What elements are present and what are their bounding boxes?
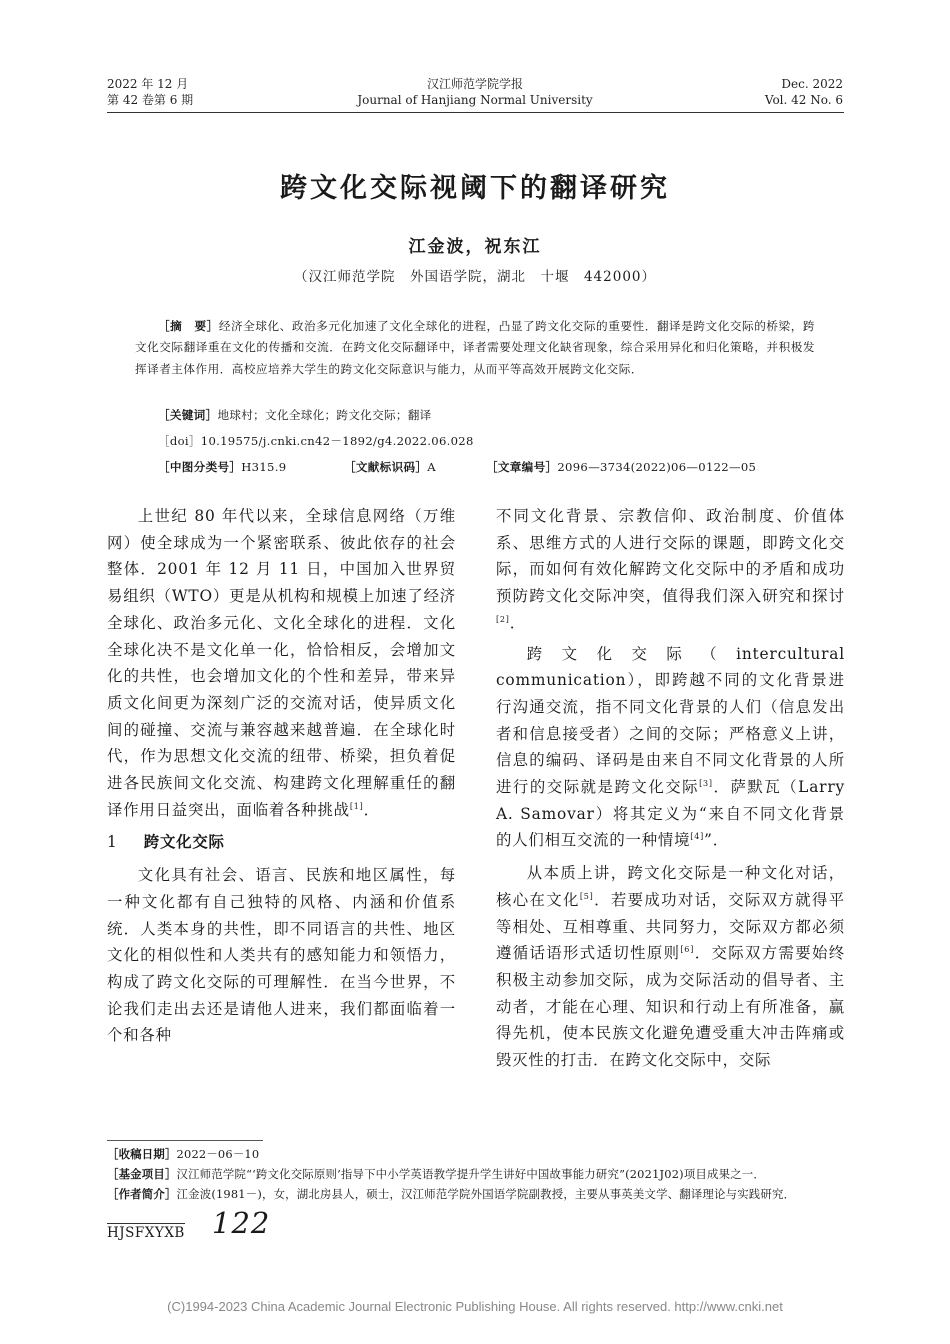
left-paragraph-2: 文化具有社会、语言、民族和地区属性，每一种文化都有自己独特的风格、内涵和价值系统．人类本身的共性，即不同语言的共性、地区文化的相似性和人类共有的感知能力和领悟力，构成了跨文化交际的可理解性．在当今世界，不论我们走出去还是请他人进来，我们都面临着一个和各种 xyxy=(107,866,456,1045)
left-paragraph-1-text: 上世纪 80 年代以来，全球信息网络（万维网）使全球成为一个紧密联系、彼此依存的社会整体．2001 年 12 月 11 日，中国加入世界贸易组织（WTO）更是从机构和规模上加速了经济全球化、政治多元化、文化全球化的进程．文化全球化决不是文化单一化，恰恰相反，会增加文化的共性，也会增加文化的个性和差异，带来异质文化间更为深刻广泛的交流对话，使异质文化间的碰撞、交流与兼容越来越普遍．在全球化时代，作为思想文化交流的纽带、桥梁，担负着促进各民族间文化交流、构建跨文化理解重任的翻译作用日益突出，面临着各种挑战 xyxy=(107,507,456,819)
header-right xyxy=(765,76,843,108)
clc-number xyxy=(158,457,286,477)
section-title: 跨文化交际 xyxy=(143,833,225,852)
citation-3: [3] xyxy=(699,779,713,789)
footnote-rule xyxy=(107,1140,263,1141)
right-paragraph-2 xyxy=(496,641,845,855)
received-label: ［收稿日期］ xyxy=(107,1147,177,1161)
right-paragraph-3 xyxy=(496,860,845,1074)
clc-value: H315.9 xyxy=(241,460,287,474)
left-paragraph-1 xyxy=(107,503,456,823)
right-paragraph-2-text-c: ”． xyxy=(704,831,729,850)
left-column xyxy=(107,503,456,1049)
abstract-label: ［摘 要］ xyxy=(158,319,219,333)
citation-2: [2] xyxy=(496,614,510,624)
article-affiliation: （汉江师范学院 外国语学院，湖北 十堰 442000） xyxy=(293,269,657,285)
copyright-notice: (C)1994-2023 China Academic Journal Electronic Publishing House. All rights reserved. http://www.cnki.net xyxy=(167,1299,783,1314)
right-paragraph-2-text-a: 跨文化交际（intercultural communication），即跨越不同的文化背景进行沟通交流，指不同文化背景的人们（信息发出者和信息接受者）之间的交际；严格意义上讲，信息的编码、译码是由来自不同文化背景的人所进行的交际就是跨文化交际 xyxy=(496,644,845,797)
fund-label: ［基金项目］ xyxy=(107,1167,177,1181)
article-authors: 江金波，祝东江 xyxy=(408,237,542,257)
doc-code-label: ［文献标识码］ xyxy=(344,460,428,474)
right-paragraph-1-end: ． xyxy=(509,613,526,632)
footnote-received xyxy=(107,1144,857,1164)
keywords xyxy=(158,405,432,425)
citation-5: [5] xyxy=(579,891,594,901)
right-paragraph-3-text-b: ．若要成功对话，交际双方就得平等相处、互相尊重、共同努力，交际双方都必须遵循话语形式适切性原则 xyxy=(496,890,845,963)
article-number-label: ［文章编号］ xyxy=(486,460,558,474)
right-paragraph-1-text: 不同文化背景、宗教信仰、政治制度、价值体系、思维方式的人进行交际的课题，即跨文化交际，而如何有效化解跨文化交际中的矛盾和成功预防跨文化交际冲突，值得我们深入研究和探讨 xyxy=(496,507,845,606)
doc-code xyxy=(344,457,436,477)
header-volume-en: Vol. 42 No. 6 xyxy=(764,93,843,107)
citation-4: [4] xyxy=(690,832,705,842)
right-paragraph-3-text-c: ．交际双方需要始终积极主动参加交际，成为交际活动的倡导者、主动者，才能在心理、知识和行动上有所准备，赢得先机，使本民族文化避免遭受重大冲击阵痛或毁灭性的打击．在跨文化交际中，交际 xyxy=(496,944,845,1070)
article-number xyxy=(486,457,756,477)
section-heading-1 xyxy=(107,829,456,856)
footnotes xyxy=(107,1144,857,1204)
doi: ［doi］10.19575/j.cnki.cn42－1892/g4.2022.06.028 xyxy=(158,434,474,448)
left-paragraph-1-end: ． xyxy=(363,800,380,819)
right-paragraph-3-text-a: 从本质上讲，跨文化交际是一种文化对话，核心在文化 xyxy=(496,864,845,909)
footnote-author xyxy=(107,1184,857,1204)
keywords-label: ［关键词］ xyxy=(158,408,218,422)
section-number: 1 xyxy=(107,833,118,852)
author-label: ［作者简介］ xyxy=(107,1187,177,1201)
keywords-text: 地球村；文化全球化；跨文化交际；翻译 xyxy=(217,408,432,422)
right-column xyxy=(496,503,845,1074)
header-journal-cn: 汉江师范学院学报 xyxy=(426,77,523,91)
author-text: 江金波(1981－)，女，湖北房县人，硕士，汉江师范学院外国语学院副教授，主要从事英美文学、翻译理论与实践研究． xyxy=(176,1187,796,1201)
article-title: 跨文化交际视阈下的翻译研究 xyxy=(280,173,670,204)
header-date-en: Dec. 2022 xyxy=(781,77,843,91)
citation-6: [6] xyxy=(680,945,695,955)
header-rule xyxy=(107,112,844,113)
right-paragraph-2-text-b: ．萨默瓦（Larry A. Samovar）将其定义为“来自不同文化背景的人们相互交流的一种情境 xyxy=(496,778,845,850)
header-volume-cn: 第 42 卷第 6 期 xyxy=(107,93,194,107)
footer-journal-code: HJSFXYXB xyxy=(107,1225,185,1241)
right-paragraph-1 xyxy=(496,503,845,637)
header-journal-en: Journal of Hanjiang Normal University xyxy=(357,93,593,107)
abstract xyxy=(135,316,815,380)
abstract-text: 经济全球化、政治多元化加速了文化全球化的进程，凸显了跨文化交际的重要性．翻译是跨文化交际的桥梁，跨文化交际翻译重在文化的传播和交流．在跨文化交际翻译中，译者需要处理文化缺省现象，综合采用异化和归化策略，并积极发挥译者主体作用．高校应培养大学生的跨文化交际意识与能力，从而平等高效开展跨文化交际． xyxy=(135,319,815,376)
received-date: 2022－06－10 xyxy=(176,1147,260,1161)
page-number: 122 xyxy=(212,1206,271,1240)
doc-code-value: A xyxy=(427,460,436,474)
clc-label: ［中图分类号］ xyxy=(158,460,242,474)
header-date-cn: 2022 年 12 月 xyxy=(107,77,189,91)
fund-text: 汉江师范学院“‘跨文化交际原则’指导下中小学英语教学提升学生讲好中国故事能力研究”(2021J02)项目成果之一． xyxy=(176,1167,765,1181)
citation-1: [1] xyxy=(349,801,364,811)
article-number-value: 2096—3734(2022)06—0122—05 xyxy=(557,460,757,474)
footnote-fund xyxy=(107,1164,857,1184)
